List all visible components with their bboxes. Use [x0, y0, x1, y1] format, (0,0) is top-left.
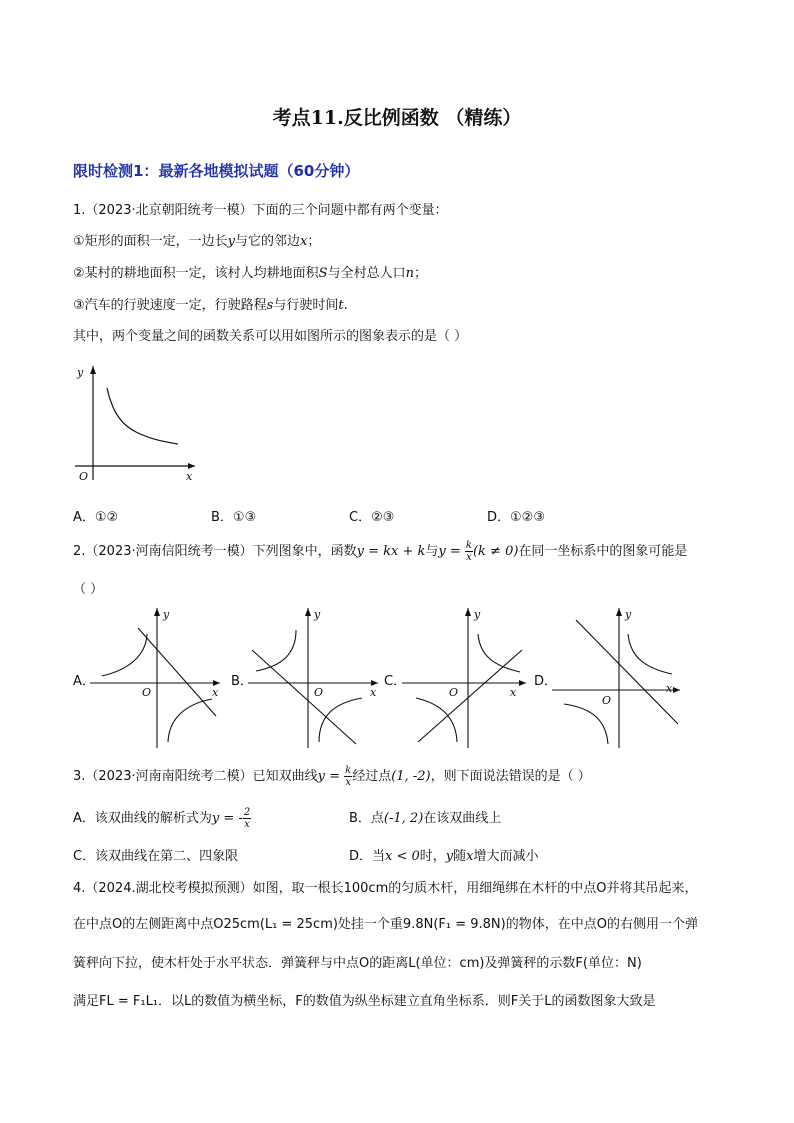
q1-stem: 1.（2023·北京朝阳统考一模）下面的三个问题中都有两个变量：: [73, 203, 448, 218]
q3-option-a[interactable]: A．该双曲线的解析式为y = - $\frac{2}{x}$: [73, 807, 251, 830]
svg-text:y: y: [474, 608, 481, 621]
q2-a-branch-1: [102, 634, 147, 676]
q1-option-d[interactable]: D．①②③: [487, 510, 545, 525]
q1-item-2: ②某村的耕地面积一定，该村人均耕地面积S与全村总人口n；: [73, 266, 427, 281]
svg-text:x: x: [666, 682, 673, 695]
svg-text:O: O: [449, 686, 459, 699]
page-title: 考点11.反比例函数 （精练）: [272, 107, 522, 129]
q2-graph-b: [248, 604, 383, 749]
q2-d-branch-1: [628, 634, 672, 674]
svg-text:y: y: [625, 608, 632, 621]
svg-text:O: O: [314, 686, 324, 699]
q1-question: 其中，两个变量之间的函数关系可以用如图所示的图象表示的是（ ）: [73, 329, 468, 344]
q2-blank: （ ）: [73, 582, 104, 597]
q2-b-line: [252, 650, 356, 744]
q1-graph: [70, 362, 200, 487]
q1-y-arrow: [90, 366, 96, 374]
q2-c-branch-1: [478, 634, 520, 672]
svg-text:y: y: [163, 608, 170, 621]
q4-line-2: 在中点O的左侧距离中点O25cm(L₁ = 25cm)处挂一个重9.8N(F₁ = 9.8N)的物体，在中点O的右侧用一个弹: [73, 917, 698, 932]
svg-text:x: x: [510, 686, 517, 699]
q2-a-line: [138, 628, 216, 716]
q2-option-c[interactable]: C．: [384, 674, 407, 689]
q2-b-branch-2: [319, 698, 362, 742]
q3-option-b[interactable]: B．点(-1, 2)在该双曲线上: [349, 811, 502, 826]
section-heading: 限时检测1：最新各地模拟试题（60分钟）: [73, 162, 360, 180]
q4-line-1: 4.（2024.湖北校考模拟预测）如图，取一根长100cm的匀质木杆，用细绳绑在木杆的中点O并将其吊起来，: [73, 881, 698, 896]
q2-c-line: [418, 650, 522, 742]
q3-option-d[interactable]: D．当x < 0时，y随x增大而减小: [349, 849, 539, 864]
q2-stem: 2.（2023·河南信阳统考一模）下列图象中，函数y = kx + k与y = $\frac{k}{x}$ (k ≠ 0)在同一坐标系中的图象可能是: [73, 540, 688, 563]
q2-d-branch-2: [564, 704, 608, 744]
q3-option-c[interactable]: C．该双曲线在第二、四象限: [73, 849, 239, 864]
q1-y-label: y: [77, 366, 84, 379]
q2-b-branch-1: [256, 630, 296, 671]
q2-option-a[interactable]: A．: [73, 674, 95, 689]
svg-text:x: x: [370, 686, 377, 699]
svg-text:y: y: [314, 608, 321, 621]
svg-text:O: O: [602, 694, 612, 707]
q4-line-3: 簧秤向下拉，使木杆处于水平状态．弹簧秤与中点O的距离L(单位：cm)及弹簧秤的示数F(单位：N): [73, 956, 642, 971]
q3-option-a-fraction: $\frac{2}{x}$: [243, 807, 251, 830]
q3-fraction: $\frac{k}{x}$: [345, 765, 352, 788]
q1-curve: [107, 388, 178, 444]
q2-graph-a: [90, 604, 225, 749]
q3-stem: 3.（2023·河南南阳统考二模）已知双曲线y = $\frac{k}{x}$ 经过点(1, -2)，则下面说法错误的是（ ）: [73, 765, 591, 788]
q2-fraction: $\frac{k}{x}$: [465, 540, 472, 563]
q4-line-4: 满足FL = F₁L₁．以L的数值为横坐标，F的数值为纵坐标建立直角坐标系．则F关于L的函数图象大致是: [73, 994, 656, 1009]
q1-option-b[interactable]: B．①③: [211, 510, 257, 525]
svg-text:O: O: [142, 686, 152, 699]
q2-c-branch-2: [416, 698, 457, 742]
q1-option-c[interactable]: C．②③: [349, 510, 395, 525]
q2-graph-d: [552, 604, 686, 749]
q2-a-branch-2: [168, 699, 212, 742]
q2-option-d[interactable]: D．: [534, 674, 558, 689]
q1-x-arrow: [188, 463, 195, 469]
svg-text:x: x: [212, 686, 219, 699]
q1-item-1: ①矩形的面积一定，一边长y与它的邻边x；: [73, 234, 321, 249]
q2-option-b[interactable]: B．: [231, 674, 253, 689]
q1-origin-label: O: [79, 470, 89, 483]
q1-option-a[interactable]: A．①②: [73, 510, 119, 525]
q1-item-3: ③汽车的行驶速度一定，行驶路程s与行驶时间t.: [73, 298, 348, 313]
q1-x-label: x: [186, 470, 193, 483]
q2-graph-c: [402, 604, 532, 749]
